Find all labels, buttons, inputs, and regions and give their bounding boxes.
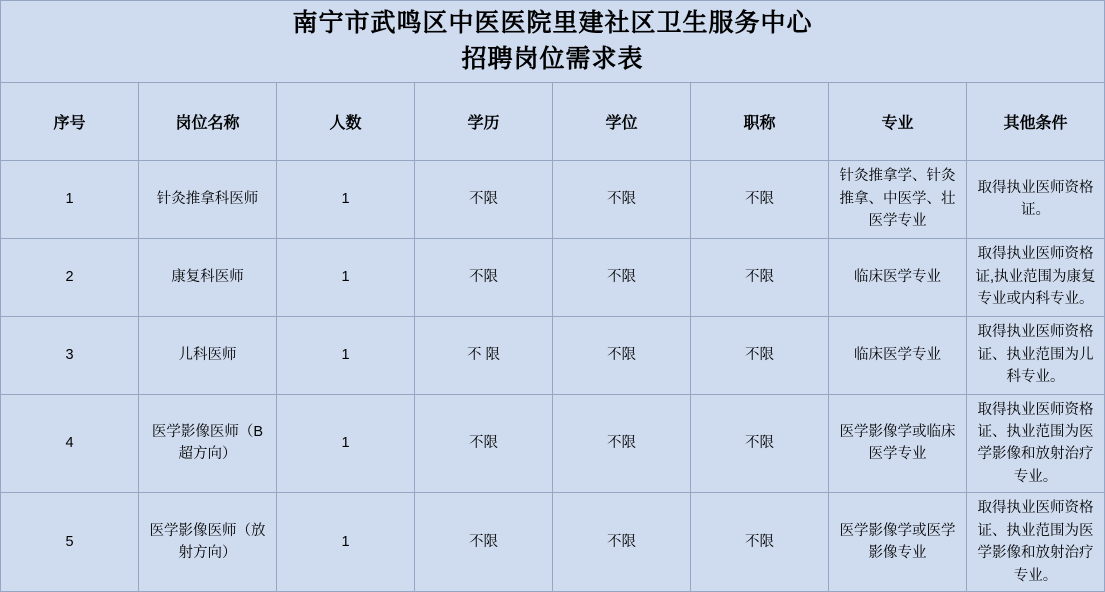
cell-degree: 不限 [553, 394, 691, 493]
title-line-2: 招聘岗位需求表 [461, 45, 644, 74]
cell-title: 不限 [691, 394, 829, 493]
cell-degree: 不限 [553, 493, 691, 592]
cell-other-conditions: 取得执业医师资格证、执业范围为医学影像和放射治疗专业。 [967, 493, 1105, 592]
table-header-row [1, 82, 1105, 160]
cell-post: 针灸推拿科医师 [139, 160, 277, 238]
cell-education: 不限 [415, 238, 553, 316]
cell-index: 3 [1, 316, 139, 394]
title-line-1: 南宁市武鸣区中医医院里建社区卫生服务中心 [292, 9, 813, 37]
cell-education: 不 限 [415, 316, 553, 394]
table-row [1, 493, 1105, 592]
cell-major: 针灸推拿学、针灸推拿、中医学、壮医学专业 [829, 160, 967, 238]
page-title [1, 1, 1105, 83]
cell-degree: 不限 [553, 238, 691, 316]
cell-number: 1 [277, 394, 415, 493]
table-row [1, 160, 1105, 238]
cell-title: 不限 [691, 238, 829, 316]
table-row [1, 316, 1105, 394]
cell-index: 1 [1, 160, 139, 238]
cell-other-conditions: 取得执业医师资格证,执业范围为康复专业或内科专业。 [967, 238, 1105, 316]
cell-degree: 不限 [553, 160, 691, 238]
cell-title: 不限 [691, 316, 829, 394]
cell-major: 医学影像学或临床医学专业 [829, 394, 967, 493]
cell-education: 不限 [415, 160, 553, 238]
cell-post: 康复科医师 [139, 238, 277, 316]
header-education: 学历 [415, 82, 553, 160]
cell-number: 1 [277, 316, 415, 394]
header-major: 专业 [829, 82, 967, 160]
cell-major: 临床医学专业 [829, 316, 967, 394]
cell-title: 不限 [691, 160, 829, 238]
cell-other-conditions: 取得执业医师资格证、执业范围为儿科专业。 [967, 316, 1105, 394]
cell-index: 4 [1, 394, 139, 493]
cell-education: 不限 [415, 493, 553, 592]
cell-index: 2 [1, 238, 139, 316]
cell-title: 不限 [691, 493, 829, 592]
cell-other-conditions: 取得执业医师资格证。 [967, 160, 1105, 238]
cell-major: 临床医学专业 [829, 238, 967, 316]
cell-other-conditions: 取得执业医师资格证、执业范围为医学影像和放射治疗专业。 [967, 394, 1105, 493]
cell-number: 1 [277, 493, 415, 592]
cell-number: 1 [277, 238, 415, 316]
table-row [1, 238, 1105, 316]
header-number: 人数 [277, 82, 415, 160]
header-title: 职称 [691, 82, 829, 160]
cell-education: 不限 [415, 394, 553, 493]
header-post: 岗位名称 [139, 82, 277, 160]
cell-degree: 不限 [553, 316, 691, 394]
title-row [1, 1, 1105, 83]
header-index: 序号 [1, 82, 139, 160]
header-degree: 学位 [553, 82, 691, 160]
table-row [1, 394, 1105, 493]
cell-post: 医学影像医师（B超方向） [139, 394, 277, 493]
cell-index: 5 [1, 493, 139, 592]
cell-post: 儿科医师 [139, 316, 277, 394]
cell-number: 1 [277, 160, 415, 238]
cell-post: 医学影像医师（放射方向） [139, 493, 277, 592]
cell-major: 医学影像学或医学影像专业 [829, 493, 967, 592]
header-other-conditions: 其他条件 [967, 82, 1105, 160]
